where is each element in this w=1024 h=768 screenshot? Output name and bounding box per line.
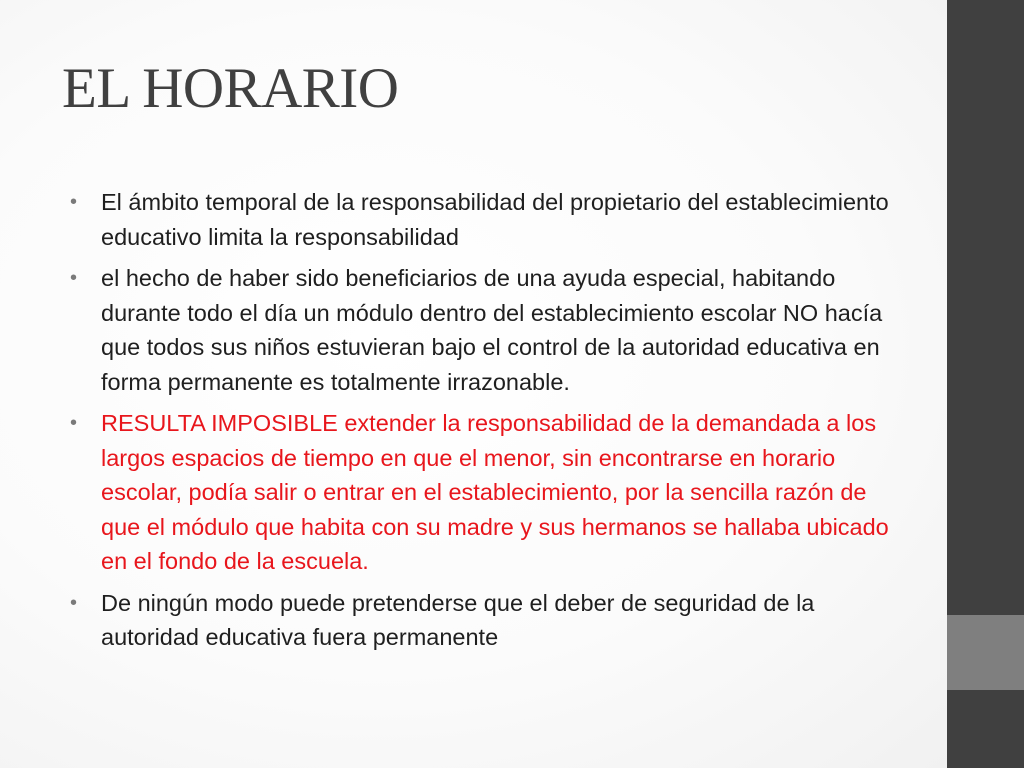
bullet-marker-icon: • xyxy=(70,412,78,434)
bullet-text: El ámbito temporal de la responsabilidad del propietario del establecimiento educativo limita la responsabilidad xyxy=(101,189,889,250)
bullet-item xyxy=(70,185,905,254)
bullet-marker-icon: • xyxy=(70,191,78,213)
bullet-text: el hecho de haber sido beneficiarios de una ayuda especial, habitando durante todo el día un módulo dentro del establecimiento escolar NO hacía que todos sus niños estuvieran bajo el control de la autoridad educativa en forma permanente es totalmente irrazonable. xyxy=(101,265,883,395)
bullet-item xyxy=(70,261,905,399)
slide-title: EL HORARIO xyxy=(62,57,399,120)
bullet-text: De ningún modo puede pretenderse que el deber de seguridad de la autoridad educativa fuera permanente xyxy=(101,589,815,650)
bullet-item xyxy=(70,586,905,655)
bullet-list xyxy=(70,185,905,662)
bullet-marker-icon: • xyxy=(70,591,78,614)
sidebar-accent-block xyxy=(947,615,1024,690)
bullet-item-highlighted xyxy=(70,406,905,579)
bullet-text: RESULTA IMPOSIBLE extender la responsabilidad de la demandada a los largos espacios de tiempo en que el menor, sin encontrarse en horario escolar, podía salir o entrar en el establecimiento, por la sencilla razón de que el módulo que habita con su madre y sus hermanos se hallaba ubicado en el fondo de la escuela. xyxy=(101,410,889,574)
bullet-marker-icon: • xyxy=(70,267,78,289)
